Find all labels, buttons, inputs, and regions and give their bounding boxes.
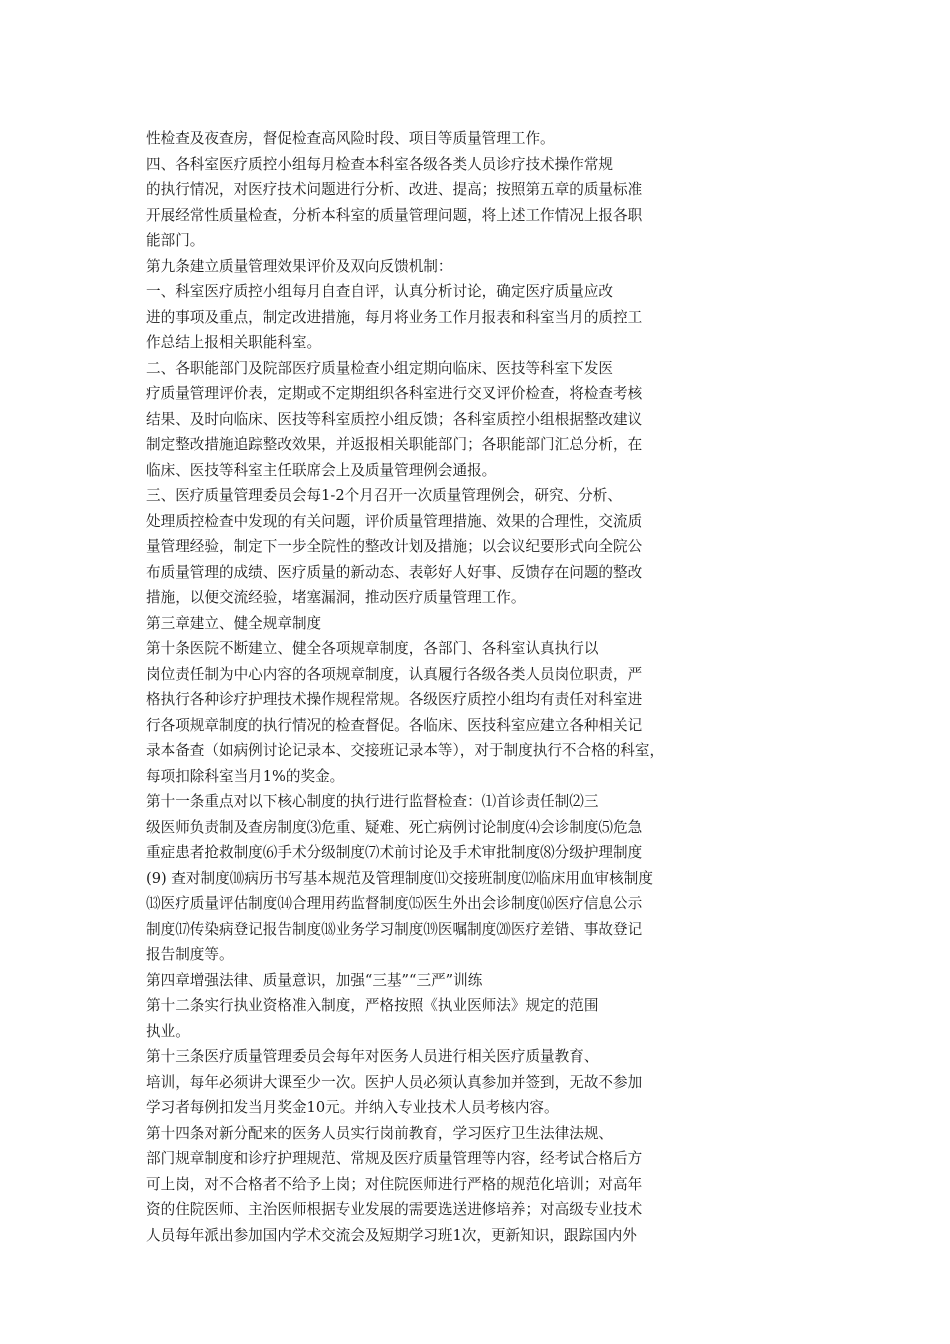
text-line: 措施，以便交流经验，堵塞漏洞，推动医疗质量管理工作。	[146, 589, 526, 606]
text-line: 执业。	[146, 1022, 190, 1040]
text-line: 性检查及夜查房，督促检查高风险时段、项目等质量管理工作。	[146, 130, 555, 147]
text-line: 岗位责任制为中心内容的各项规章制度，认真履行各级各类人员岗位职责，严	[146, 665, 643, 683]
text-line: 格执行各种诊疗护理技术操作规程常规。各级医疗质控小组均有责任对科室进	[146, 691, 643, 708]
text-line: 制度⒄传染病登记报告制度⒅业务学习制度⒆医嘱制度⒇医疗差错、事故登记	[146, 920, 643, 938]
document-body	[146, 126, 746, 1248]
text-line: 结果、及时向临床、医技等科室质控小组反馈；各科室质控小组根据整改建议	[146, 410, 643, 428]
text-line: 布质量管理的成绩、医疗质量的新动态、表彰好人好事、反馈存在问题的整改	[146, 563, 643, 581]
text-line: 第十一条重点对以下核心制度的执行进行监督检查：⑴首诊责任制⑵三	[146, 793, 599, 810]
text-line: 第十四条对新分配来的医务人员实行岗前教育，学习医疗卫生法律法规、	[146, 1124, 614, 1142]
text-line: 二、各职能部门及院部医疗质量检查小组定期向临床、医技等科室下发医	[146, 359, 614, 377]
text-line: 部门规章制度和诊疗护理规范、常规及医疗质量管理等内容，经考试合格后方	[146, 1150, 643, 1167]
text-line: 的执行情况，对医疗技术问题进行分析、改进、提高；按照第五章的质量标准	[146, 181, 643, 198]
text-line: 录本备查（如病例讨论记录本、交接班记录本等），对于制度执行不合格的科室，	[146, 742, 665, 759]
text-line: 临床、医技等科室主任联席会上及质量管理例会通报。	[146, 461, 497, 479]
text-line: 能部门。	[146, 232, 205, 249]
text-line: 人员每年派出参加国内学术交流会及短期学习班1次，更新知识，跟踪国内外	[146, 1226, 637, 1244]
text-line: 行各项规章制度的执行情况的检查督促。各临床、医技科室应建立各种相关记	[146, 716, 643, 734]
text-line: ⒀医疗质量评估制度⒁合理用药监督制度⒂医生外出会诊制度⒃医疗信息公示	[146, 895, 643, 912]
text-line: 第十条医院不断建立、健全各项规章制度，各部门、各科室认真执行以	[146, 640, 599, 657]
text-line: (9) 查对制度⑽病历书写基本规范及管理制度⑾交接班制度⑿临床用血审核制度	[146, 869, 653, 887]
text-line: 量管理经验，制定下一步全院性的整改计划及措施；以会议纪要形式向全院公	[146, 538, 643, 555]
text-line: 三、医疗质量管理委员会每1-2个月召开一次质量管理例会，研究、分析、	[146, 487, 622, 504]
text-line: 重症患者抢救制度⑹手术分级制度⑺术前讨论及手术审批制度⑻分级护理制度	[146, 844, 643, 861]
text-line: 疗质量管理评价表，定期或不定期组织各科室进行交叉评价检查，将检查考核	[146, 385, 643, 402]
text-line: 每项扣除科室当月1%的奖金。	[146, 767, 345, 785]
text-line: 一、科室医疗质控小组每月自查自评，认真分析讨论，确定医疗质量应改	[146, 283, 614, 300]
text-line: 报告制度等。	[146, 946, 234, 963]
chapter-heading: 第三章建立、健全规章制度	[146, 614, 322, 632]
text-line: 可上岗，对不合格者不给予上岗；对住院医师进行严格的规范化培训；对高年	[146, 1175, 643, 1193]
text-line: 制定整改措施追踪整改效果，并返报相关职能部门；各职能部门汇总分析，在	[146, 436, 643, 453]
text-line: 作总结上报相关职能科室。	[146, 334, 322, 351]
text-line: 培训，每年必须讲大课至少一次。医护人员必须认真参加并签到，无故不参加	[146, 1073, 643, 1091]
text-line: 处理质控检查中发现的有关问题，评价质量管理措施、效果的合理性，交流质	[146, 512, 643, 530]
text-line: 第十二条实行执业资格准入制度，严格按照《执业医师法》规定的范围	[146, 997, 599, 1014]
text-line: 开展经常性质量检查，分析本科室的质量管理问题，将上述工作情况上报各职	[146, 206, 643, 224]
text-line: 级医师负责制及查房制度⑶危重、疑难、死亡病例讨论制度⑷会诊制度⑸危急	[146, 818, 643, 836]
text-line: 四、各科室医疗质控小组每月检查本科室各级各类人员诊疗技术操作常规	[146, 155, 614, 173]
text-line: 第十三条医疗质量管理委员会每年对医务人员进行相关医疗质量教育、	[146, 1048, 599, 1065]
section-heading: 第九条建立质量管理效果评价及双向反馈机制：	[146, 257, 453, 275]
text-line: 进的事项及重点，制定改进措施，每月将业务工作月报表和科室当月的质控工	[146, 308, 643, 326]
chapter-heading: 第四章增强法律、质量意识，加强“三基”“三严”训练	[146, 971, 483, 989]
text-line: 资的住院医师、主治医师根据专业发展的需要选送进修培养；对高级专业技术	[146, 1201, 643, 1218]
text-line: 学习者每例扣发当月奖金10元。并纳入专业技术人员考核内容。	[146, 1099, 559, 1116]
